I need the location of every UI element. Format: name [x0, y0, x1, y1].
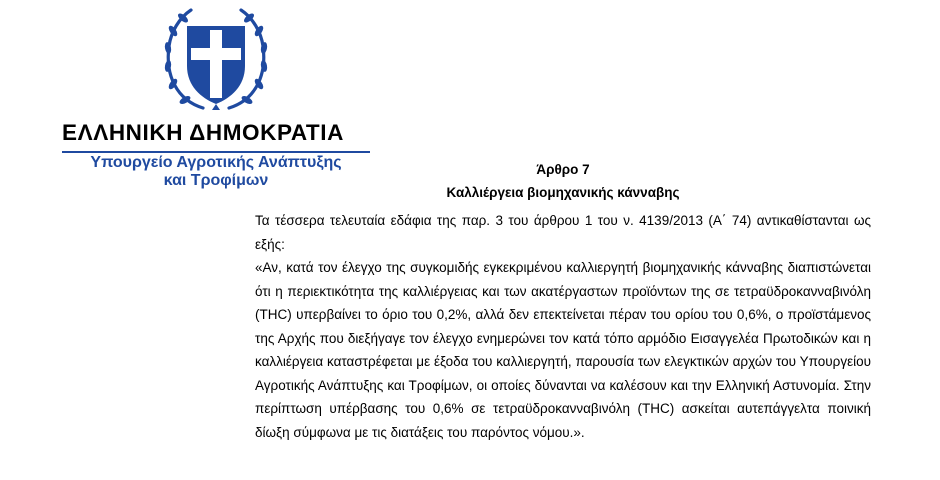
- article-number: Άρθρο 7: [536, 162, 590, 177]
- intro-paragraph: Τα τέσσερα τελευταία εδάφια της παρ. 3 του άρθρου 1 του ν. 4139/2013 (Α΄ 74) αντικαθίστανται ως εξής:: [255, 213, 871, 252]
- header-divider: [62, 151, 370, 153]
- quoted-provision: «Αν, κατά τον έλεγχο της συγκομιδής εγκεκριμένου καλλιεργητή βιομηχανικής κάνναβης διαπιστώνεται ότι η περιεκτικότητα της καλλιέργειας και των ακατέργαστων προϊόντων της σε τετραϋδροκανναβινόλη (THC) υπερβαίνει το όριο του 0,2%, αλλά δεν επεκτείνεται πέραν του ορίου του 0,6%, ο προϊστάμενος της Αρχής που διεξήγαγε τον έλεγχο ενημερώνει τον κατά τόπο αρμόδιο Εισαγγελέα Πρωτοδικών και η καλλιέργεια καταστρέφεται με έξοδα του καλλιεργητή, παρουσία των ελεγκτικών αρχών του Υπουργείου Αγροτικής Ανάπτυξης και Τροφίμων, οι οποίες δύνανται να καλέσουν και την Ελληνική Αστυνομία. Στην περίπτωση υπέρβασης του 0,6% σε τετραϋδροκανναβινόλη (THC) ασκείται αυτεπάγγελτα ποινική δίωξη σύμφωνα με τις διατάξεις του παρόντος νόμου.».: [255, 260, 871, 440]
- ministry-line-1: Υπουργείο Αγροτικής Ανάπτυξης: [90, 154, 342, 171]
- ministry-line-2: και Τροφίμων: [163, 172, 269, 189]
- article-title: Καλλιέργεια βιομηχανικής κάνναβης: [446, 185, 680, 200]
- greek-coat-of-arms-icon: [163, 4, 269, 116]
- republic-name: ΕΛΛΗΝΙΚΗ ΔΗΜΟΚΡΑΤΙΑ: [62, 120, 344, 145]
- article-body: [255, 209, 871, 444]
